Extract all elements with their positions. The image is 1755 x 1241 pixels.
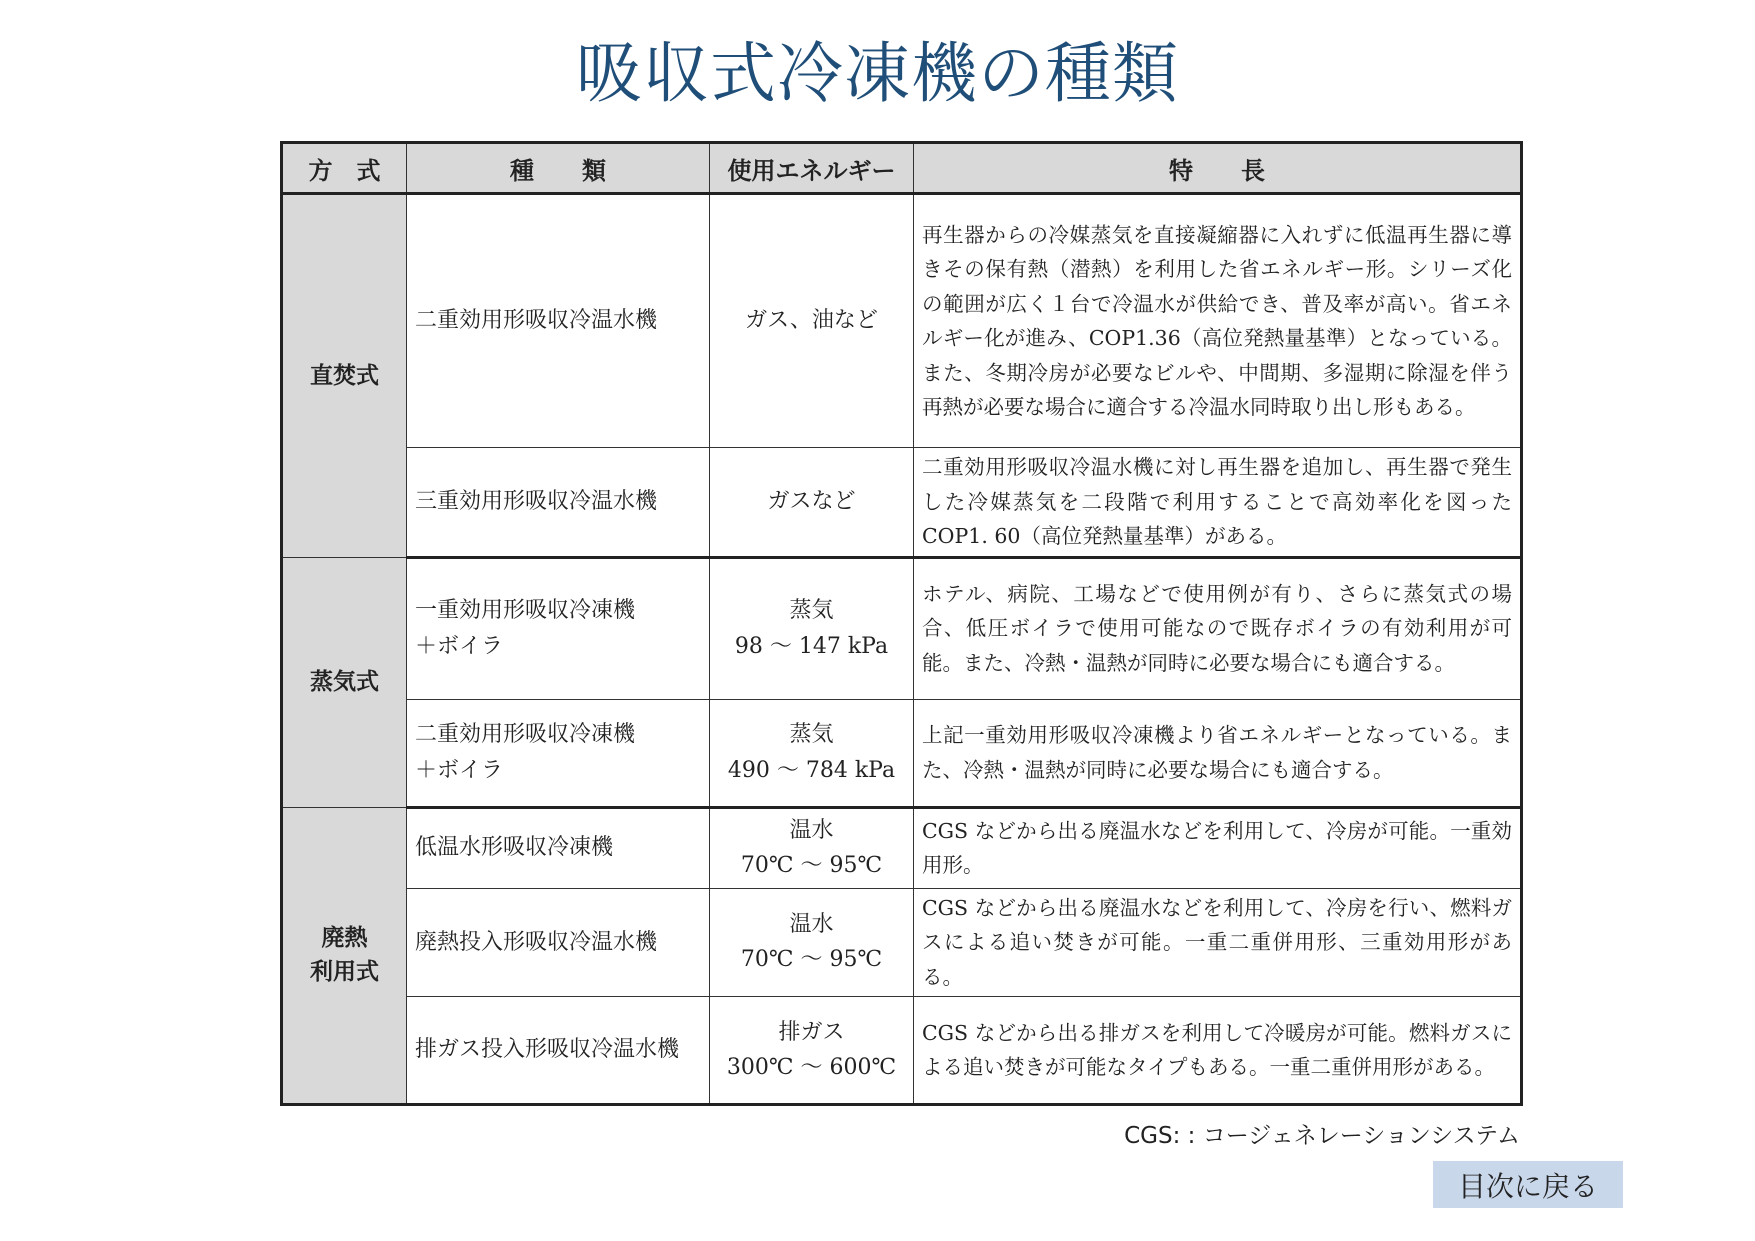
feature-cell: ホテル、病院、工場などで使用例が有り、さらに蒸気式の場合、低圧ボイラで使用可能なので既存ボイラの有効利用が可能。また、冷熱・温熱が同時に必要な場合にも適合する。	[914, 557, 1522, 699]
table-row	[282, 557, 1522, 699]
header-kind: 種 類	[407, 143, 710, 194]
table-header-row	[282, 143, 1522, 194]
table-row	[282, 997, 1522, 1105]
page-title: 吸収式冷凍機の種類	[576, 35, 1179, 112]
header-feature: 特 長	[914, 143, 1522, 194]
kind-cell: 低温水形吸収冷凍機	[407, 807, 710, 888]
feature-cell: 二重効用形吸収冷温水機に対し再生器を追加し、再生器で発生した冷媒蒸気を二段階で利用することで高効率化を図ったCOP1. 60（高位発熱量基準）がある。	[914, 448, 1522, 558]
energy-cell: 蒸気 490 ～ 784 kPa	[710, 699, 914, 807]
feature-cell: CGS などから出る排ガスを利用して冷暖房が可能。燃料ガスによる追い焚きが可能なタイプもある。一重二重併用形がある。	[914, 997, 1522, 1105]
method-cell: 直焚式	[282, 194, 407, 558]
footnote-cgs: CGS: : コージェネレーションシステム	[1124, 1123, 1520, 1149]
feature-cell: CGS などから出る廃温水などを利用して、冷房が可能。一重効用形。	[914, 807, 1522, 888]
kind-cell: 廃熱投入形吸収冷温水機	[407, 888, 710, 997]
kind-cell: 二重効用形吸収冷温水機	[407, 194, 710, 448]
method-cell: 廃熱 利用式	[282, 807, 407, 1105]
kind-cell: 二重効用形吸収冷凍機 ＋ボイラ	[407, 699, 710, 807]
kind-cell: 三重効用形吸収冷温水機	[407, 448, 710, 558]
table-row	[282, 448, 1522, 558]
table-row	[282, 888, 1522, 997]
method-cell: 蒸気式	[282, 557, 407, 807]
energy-cell: 温水 70℃ ～ 95℃	[710, 807, 914, 888]
feature-cell: 再生器からの冷媒蒸気を直接凝縮器に入れずに低温再生器に導きその保有熱（潜熱）を利用した省エネルギー形。シリーズ化の範囲が広く１台で冷温水が供給でき、普及率が高い。省エネルギー化が進み、COP1.36（高位発熱量基準）となっている。また、冬期冷房が必要なビルや、中間期、多湿期に除湿を伴う再熱が必要な場合に適合する冷温水同時取り出し形もある。	[914, 194, 1522, 448]
back-to-toc-button[interactable]: 目次に戻る	[1433, 1161, 1623, 1208]
energy-cell: ガスなど	[710, 448, 914, 558]
energy-cell: ガス、油など	[710, 194, 914, 448]
feature-cell: CGS などから出る廃温水などを利用して、冷房を行い、燃料ガスによる追い焚きが可能。一重二重併用形、三重効用形がある。	[914, 888, 1522, 997]
header-energy: 使用エネルギー	[710, 143, 914, 194]
kind-cell: 一重効用形吸収冷凍機 ＋ボイラ	[407, 557, 710, 699]
feature-cell: 上記一重効用形吸収冷凍機より省エネルギーとなっている。また、冷熱・温熱が同時に必要な場合にも適合する。	[914, 699, 1522, 807]
table-row	[282, 194, 1522, 448]
header-method: 方 式	[282, 143, 407, 194]
energy-cell: 蒸気 98 ～ 147 kPa	[710, 557, 914, 699]
table-row	[282, 807, 1522, 888]
kind-cell: 排ガス投入形吸収冷温水機	[407, 997, 710, 1105]
table-row	[282, 699, 1522, 807]
energy-cell: 排ガス 300℃ ～ 600℃	[710, 997, 914, 1105]
absorption-chiller-table	[280, 141, 1523, 1106]
energy-cell: 温水 70℃ ～ 95℃	[710, 888, 914, 997]
